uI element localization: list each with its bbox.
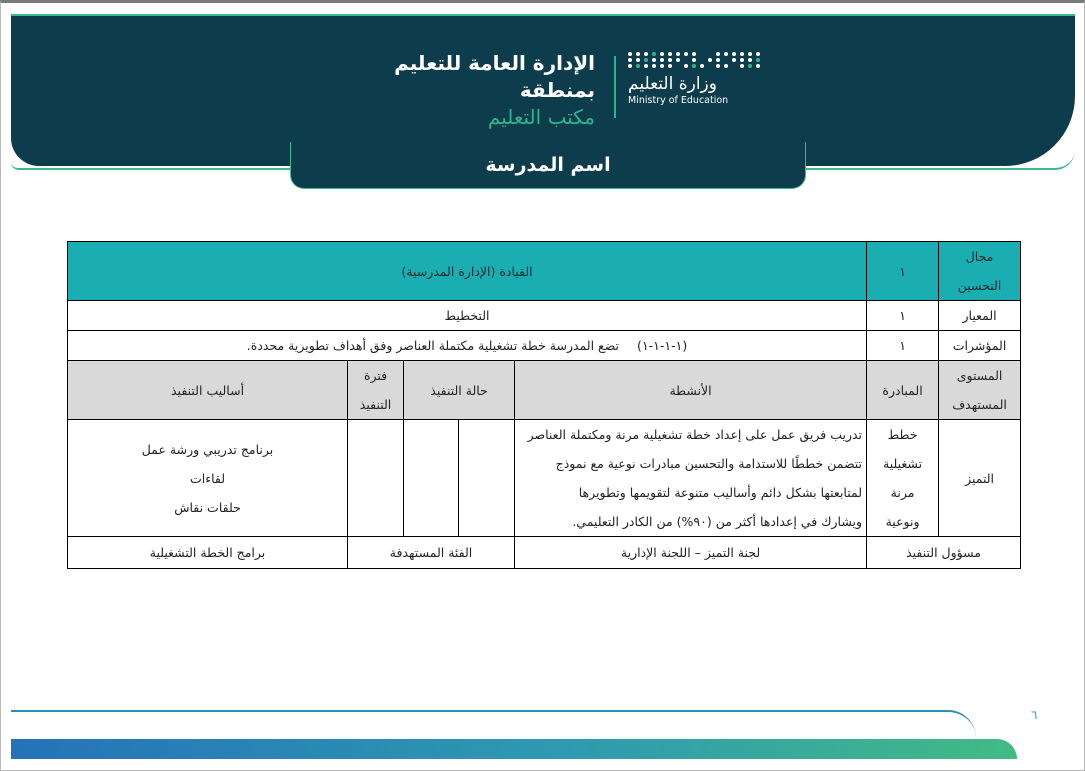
logo-dot bbox=[692, 58, 696, 62]
domain-value: القيادة (الإدارة المدرسية) bbox=[68, 242, 867, 301]
logo-dot bbox=[636, 64, 640, 68]
logo-dot bbox=[740, 52, 744, 56]
header-period: فترة التنفيذ bbox=[348, 361, 404, 420]
domain-number: ١ bbox=[867, 242, 939, 301]
standard-value: التخطيط bbox=[68, 301, 867, 331]
cell-methods bbox=[68, 420, 348, 537]
table-row-domain bbox=[68, 242, 1021, 301]
header-methods: أساليب التنفيذ bbox=[68, 361, 348, 420]
logo-dot bbox=[708, 64, 712, 68]
logo-dot bbox=[732, 64, 736, 68]
logo-dot bbox=[716, 52, 720, 56]
table-row-responsible bbox=[68, 537, 1021, 569]
cell-status bbox=[459, 420, 515, 537]
programs-label: برامج الخطة التشغيلية bbox=[68, 537, 348, 569]
header-level: المستوى المستهدف bbox=[939, 361, 1021, 420]
logo-dot bbox=[676, 58, 680, 62]
logo-dot bbox=[628, 52, 632, 56]
logo-dot bbox=[676, 64, 680, 68]
logo-dot bbox=[676, 52, 680, 56]
logo-dot bbox=[684, 52, 688, 56]
target-group-label: الفئة المستهدفة bbox=[348, 537, 515, 569]
activity-line: تتضمن خططًا للاستدامة والتحسين مبادرات نوعية مع نموذج bbox=[555, 456, 863, 471]
footer-band bbox=[11, 739, 1017, 759]
standard-label: المعيار bbox=[939, 301, 1021, 331]
logo-dot bbox=[716, 58, 720, 62]
logo-dots-icon bbox=[628, 52, 764, 68]
logo-dot bbox=[692, 52, 696, 56]
logo-dot bbox=[732, 52, 736, 56]
logo-dot bbox=[660, 64, 664, 68]
logo-dot bbox=[724, 64, 728, 68]
operational-plan-table bbox=[67, 241, 1021, 569]
activity-line: لمتابعتها بشكل دائم وأساليب متنوعة لتقويمها وتطويرها bbox=[578, 485, 863, 500]
logo-dot bbox=[668, 64, 672, 68]
logo-dot bbox=[668, 52, 672, 56]
table-row-indicators bbox=[68, 331, 1021, 361]
cell-initiative bbox=[867, 420, 939, 537]
logo-dot bbox=[724, 52, 728, 56]
organization-title bbox=[394, 50, 595, 131]
cell-period-a bbox=[404, 420, 459, 537]
logo-dot bbox=[748, 58, 752, 62]
header-divider bbox=[614, 56, 616, 118]
logo-dot bbox=[708, 58, 712, 62]
logo-dot bbox=[684, 64, 688, 68]
logo-dot bbox=[708, 52, 712, 56]
page-number: ٦ bbox=[1031, 708, 1038, 722]
logo-english-text: Ministry of Education bbox=[628, 95, 729, 106]
logo-dot bbox=[660, 58, 664, 62]
standard-number: ١ bbox=[867, 301, 939, 331]
school-name-box bbox=[290, 142, 806, 189]
logo-dot bbox=[644, 52, 648, 56]
logo-dot bbox=[716, 64, 720, 68]
indicators-label: المؤشرات bbox=[939, 331, 1021, 361]
activity-line: تدريب فريق عمل على إعداد خطة تشغيلية مرنة ومكتملة العناصر bbox=[527, 427, 863, 442]
logo-dot bbox=[636, 58, 640, 62]
logo-dot bbox=[628, 64, 632, 68]
cell-period-b bbox=[348, 420, 404, 537]
school-name: اسم المدرسة bbox=[485, 154, 611, 176]
logo-dot bbox=[692, 64, 696, 68]
logo-dot bbox=[756, 52, 760, 56]
indicators-value bbox=[68, 331, 867, 361]
logo-dot bbox=[636, 52, 640, 56]
logo-dot bbox=[748, 64, 752, 68]
table-row-standard bbox=[68, 301, 1021, 331]
responsible-value: لجنة التميز – اللجنة الإدارية bbox=[515, 537, 867, 569]
domain-label: مجال التحسين bbox=[939, 242, 1021, 301]
header-activities: الأنشطة bbox=[515, 361, 867, 420]
logo-dot bbox=[740, 58, 744, 62]
footer-line bbox=[11, 710, 976, 742]
logo-dot bbox=[628, 58, 632, 62]
logo-dot bbox=[748, 52, 752, 56]
logo-dot bbox=[700, 64, 704, 68]
initiative-line: تشغيلية bbox=[883, 456, 923, 471]
logo-dot bbox=[668, 58, 672, 62]
method-line: لقاءات bbox=[189, 470, 226, 486]
indicator-text: تضع المدرسة خطة تشغيلية مكتملة العناصر وفق أهداف تطويرية محددة. bbox=[246, 338, 620, 353]
logo-dot bbox=[732, 58, 736, 62]
logo-arabic-text: وزارة التعليم bbox=[628, 74, 717, 94]
logo-dot bbox=[724, 58, 728, 62]
initiative-line: مرنة bbox=[890, 485, 915, 500]
table-header-row bbox=[68, 361, 1021, 420]
responsible-label: مسؤول التنفيذ bbox=[867, 537, 1021, 569]
header-status: حالة التنفيذ bbox=[404, 361, 515, 420]
indicator-code: (١-١-١-١) bbox=[637, 338, 688, 353]
logo-dot bbox=[652, 64, 656, 68]
method-line: برنامج تدريبي ورشة عمل bbox=[141, 441, 274, 457]
logo-dot bbox=[756, 64, 760, 68]
logo-dot bbox=[644, 58, 648, 62]
logo-dot bbox=[652, 58, 656, 62]
logo-dot bbox=[644, 64, 648, 68]
logo-dot bbox=[756, 58, 760, 62]
indicators-number: ١ bbox=[867, 331, 939, 361]
ministry-logo bbox=[628, 52, 764, 106]
logo-dot bbox=[684, 58, 688, 62]
initiative-line: خطط bbox=[887, 427, 918, 442]
logo-dot bbox=[700, 58, 704, 62]
header-initiative: المبادرة bbox=[867, 361, 939, 420]
org-line-2: بمنطقة bbox=[519, 78, 595, 102]
logo-dot bbox=[652, 52, 656, 56]
cell-activities bbox=[515, 420, 867, 537]
logo-dot bbox=[740, 64, 744, 68]
initiative-line: ونوعية bbox=[885, 514, 920, 529]
logo-dot bbox=[700, 52, 704, 56]
method-line: حلقات نقاش bbox=[174, 499, 241, 515]
table-row-activity bbox=[68, 420, 1021, 537]
cell-level: التميز bbox=[939, 420, 1021, 537]
activity-line: ويشارك في إعدادها أكثر من (٩٠%) من الكادر التعليمي. bbox=[572, 514, 863, 529]
logo-dot bbox=[660, 52, 664, 56]
org-office: مكتب التعليم bbox=[487, 105, 595, 129]
org-line-1: الإدارة العامة للتعليم bbox=[394, 51, 595, 75]
